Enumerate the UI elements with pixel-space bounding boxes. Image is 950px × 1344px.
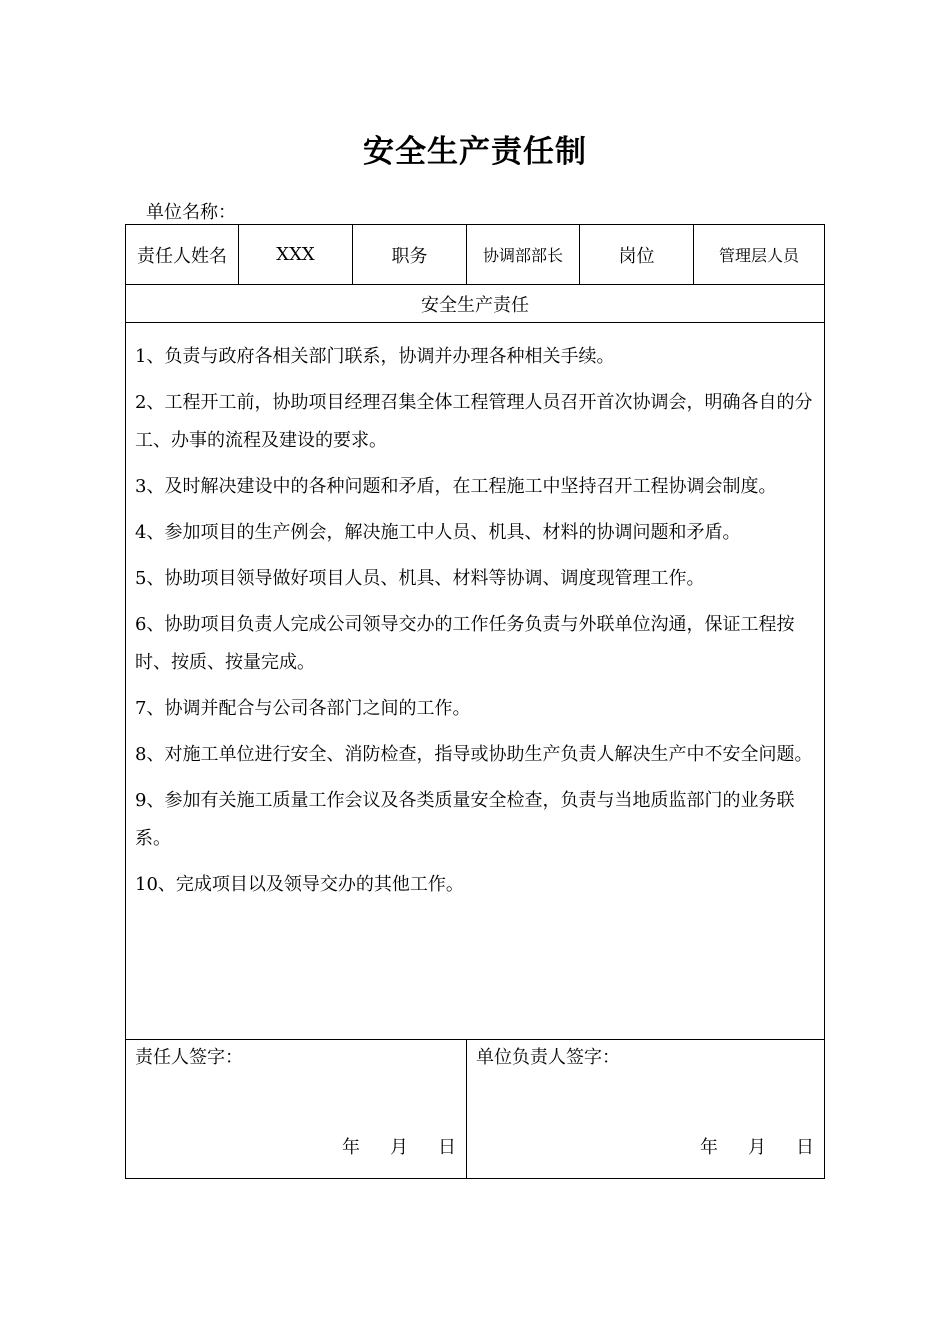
month-label: 月 bbox=[390, 1137, 408, 1158]
responsible-signature-date bbox=[342, 1136, 456, 1160]
day-label: 日 bbox=[438, 1137, 456, 1158]
duties-list bbox=[126, 323, 824, 1040]
responsible-signature-label: 责任人签字： bbox=[135, 1047, 243, 1068]
duty-item: 7、协调并配合与公司各部门之间的工作。 bbox=[135, 698, 471, 719]
duty-item: 6、协助项目负责人完成公司领导交办的工作任务负责与外联单位沟通，保证工程按时、按质、按量完成。 bbox=[135, 614, 795, 673]
name-value: XXX bbox=[239, 225, 353, 284]
header-row bbox=[126, 225, 824, 285]
signature-row bbox=[126, 1040, 824, 1178]
duty-item: 4、参加项目的生产例会，解决施工中人员、机具、材料的协调问题和矛盾。 bbox=[135, 522, 741, 543]
post-label: 岗位 bbox=[580, 225, 694, 284]
unit-leader-signature-date bbox=[700, 1136, 814, 1160]
year-label: 年 bbox=[342, 1137, 360, 1158]
day-label: 日 bbox=[796, 1137, 814, 1158]
duty-item: 10、完成项目以及领导交办的其他工作。 bbox=[135, 874, 464, 895]
duty-label: 职务 bbox=[353, 225, 467, 284]
month-label: 月 bbox=[748, 1137, 766, 1158]
duty-item: 9、参加有关施工质量工作会议及各类质量安全检查，负责与当地质监部门的业务联系。 bbox=[135, 790, 795, 849]
unit-leader-signature-cell[interactable] bbox=[467, 1040, 824, 1178]
year-label: 年 bbox=[700, 1137, 718, 1158]
document-title: 安全生产责任制 bbox=[363, 134, 587, 170]
name-label: 责任人姓名 bbox=[126, 225, 239, 284]
post-value: 管理层人员 bbox=[718, 246, 799, 265]
duty-value: 协调部部长 bbox=[467, 225, 580, 284]
duty-item: 5、协助项目领导做好项目人员、机具、材料等协调、调度现管理工作。 bbox=[135, 568, 705, 589]
responsible-signature-cell[interactable] bbox=[126, 1040, 467, 1178]
duty-item: 3、及时解决建设中的各种问题和矛盾，在工程施工中坚持召开工程协调会制度。 bbox=[135, 476, 777, 497]
responsibility-form bbox=[125, 224, 825, 1179]
unit-name-label: 单位名称： bbox=[146, 202, 236, 223]
duty-item: 8、对施工单位进行安全、消防检查，指导或协助生产负责人解决生产中不安全问题。 bbox=[135, 744, 813, 765]
unit-leader-signature-label: 单位负责人签字： bbox=[476, 1047, 620, 1068]
duty-item: 2、工程开工前，协助项目经理召集全体工程管理人员召开首次协调会，明确各自的分工、办事的流程及建设的要求。 bbox=[135, 392, 813, 451]
section-title: 安全生产责任 bbox=[126, 285, 824, 323]
duty-item: 1、负责与政府各相关部门联系，协调并办理各种相关手续。 bbox=[135, 346, 615, 367]
